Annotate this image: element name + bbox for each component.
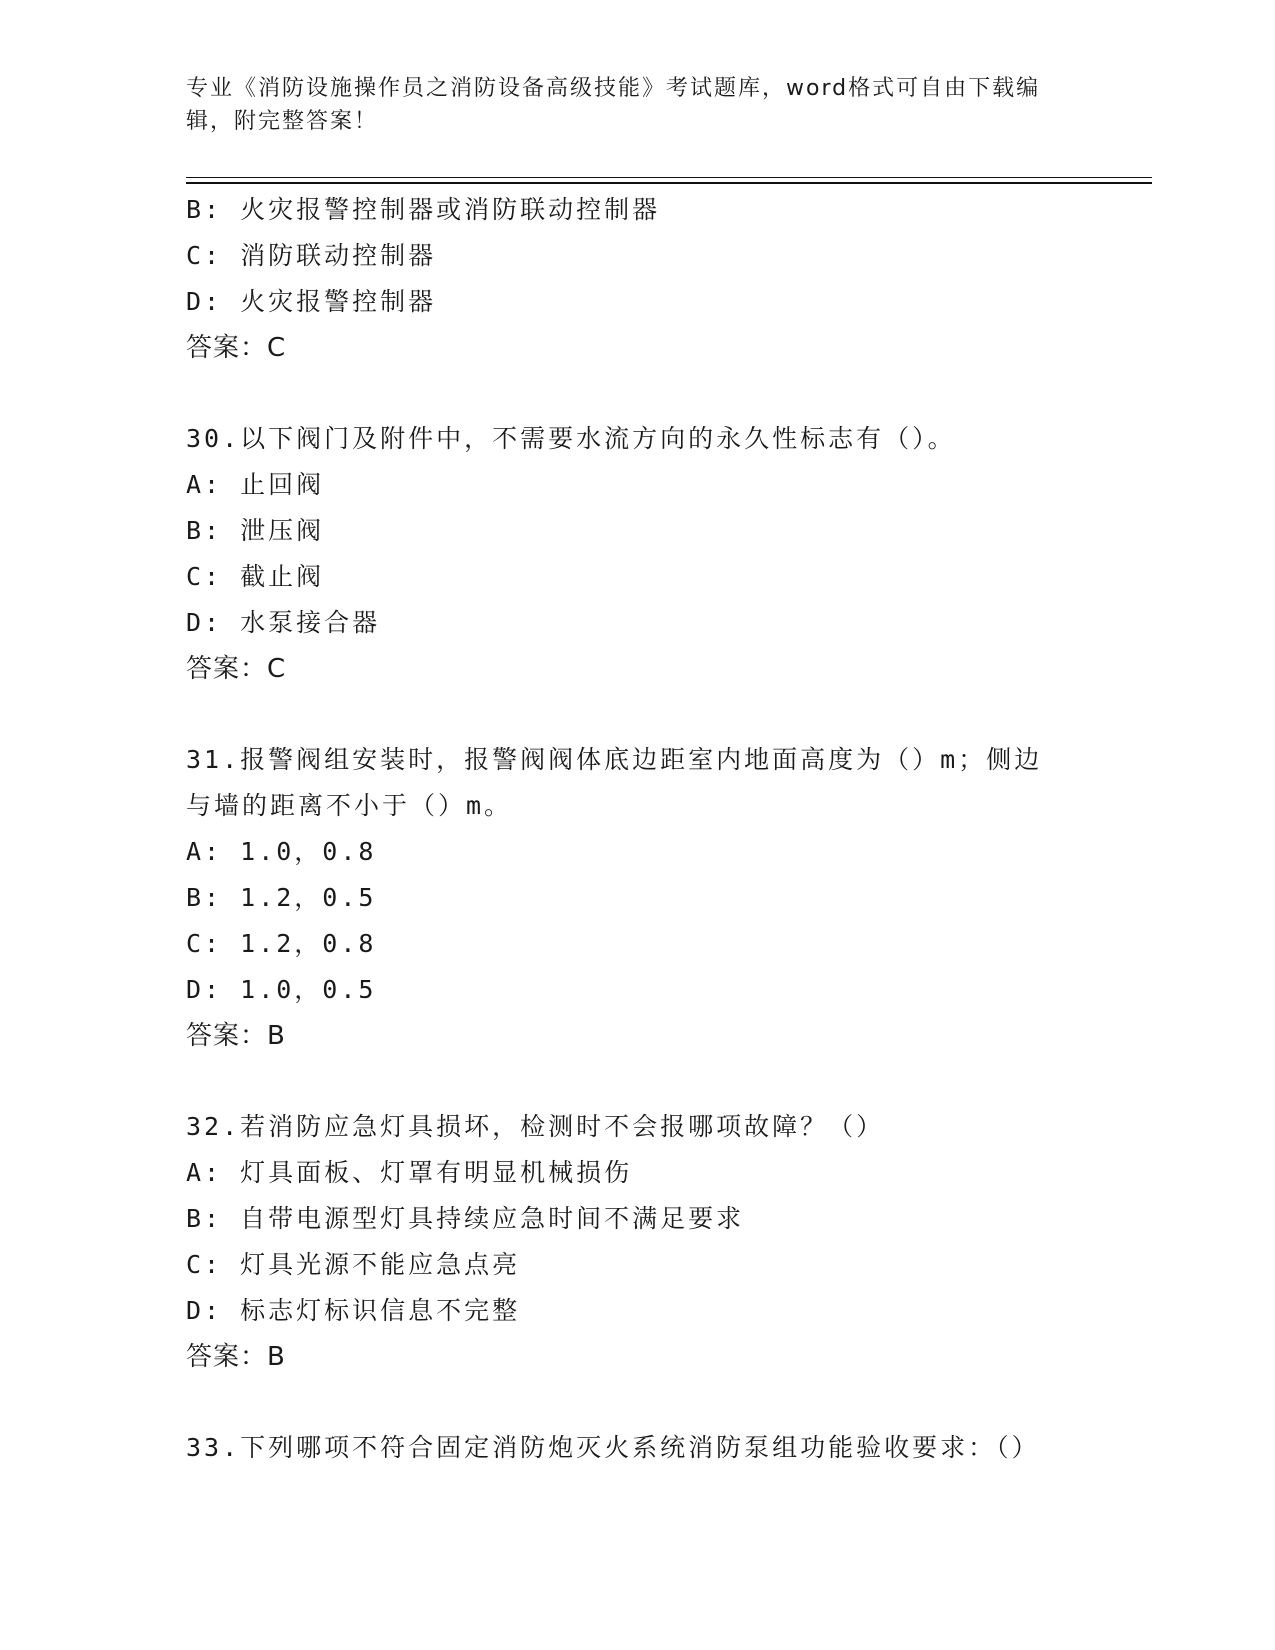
spacer bbox=[186, 1380, 1066, 1425]
answer-line: 答案：B bbox=[186, 1342, 286, 1372]
header-rule-thin bbox=[186, 177, 1152, 178]
answer-line: 答案：C bbox=[186, 333, 287, 363]
question-content bbox=[186, 187, 1066, 1471]
option-line: D: 火灾报警控制器 bbox=[186, 287, 437, 316]
option-line: C: 消防联动控制器 bbox=[186, 241, 437, 270]
document-header: 专业《消防设施操作员之消防设备高级技能》考试题库，word格式可自由下载编辑，附完整答案！ bbox=[186, 76, 1041, 134]
option-line: D: 水泵接合器 bbox=[186, 608, 381, 637]
option-line: A: 1.0，0.8 bbox=[186, 837, 377, 866]
spacer bbox=[186, 1059, 1066, 1104]
option-line: C: 1.2，0.8 bbox=[186, 929, 377, 958]
option-line: A: 止回阀 bbox=[186, 470, 325, 499]
option-line: D: 标志灯标识信息不完整 bbox=[186, 1296, 521, 1325]
option-line: B: 1.2，0.5 bbox=[186, 883, 377, 912]
option-line: C: 截止阀 bbox=[186, 562, 325, 591]
question-stem: 33.下列哪项不符合固定消防炮灭火系统消防泵组功能验收要求：（） bbox=[186, 1433, 1040, 1462]
option-line: D: 1.0，0.5 bbox=[186, 975, 377, 1004]
answer-line: 答案：B bbox=[186, 1021, 286, 1051]
spacer bbox=[186, 692, 1066, 737]
option-line: B: 泄压阀 bbox=[186, 516, 325, 545]
spacer bbox=[186, 371, 1066, 416]
question-stem: 30.以下阀门及附件中，不需要水流方向的永久性标志有（）。 bbox=[186, 424, 956, 453]
question-stem: 32.若消防应急灯具损坏，检测时不会报哪项故障？（） bbox=[186, 1112, 885, 1141]
option-line: C: 灯具光源不能应急点亮 bbox=[186, 1250, 521, 1279]
option-line: B: 自带电源型灯具持续应急时间不满足要求 bbox=[186, 1204, 745, 1233]
header-rule-thick bbox=[186, 182, 1152, 184]
option-line: B: 火灾报警控制器或消防联动控制器 bbox=[186, 195, 661, 224]
question-stem: 31.报警阀组安装时，报警阀阀体底边距室内地面高度为（）m；侧边与墙的距离不小于（）m。 bbox=[186, 745, 1043, 820]
option-line: A: 灯具面板、灯罩有明显机械损伤 bbox=[186, 1158, 633, 1187]
answer-line: 答案：C bbox=[186, 654, 287, 684]
